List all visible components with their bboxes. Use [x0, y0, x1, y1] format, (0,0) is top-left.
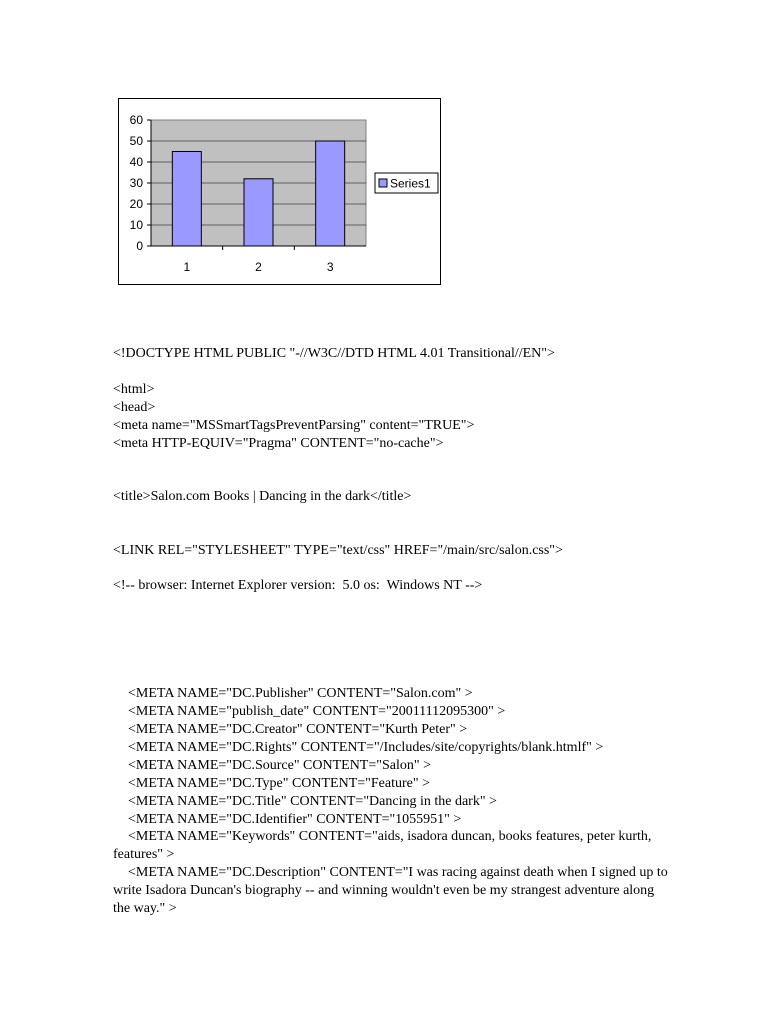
meta-description-line: <META NAME="DC.Description" CONTENT="I was racing against death when I signed up to write Isadora Duncan's biography -- and winning wouldn't even be my strangest adventure along the way." > — [113, 865, 672, 916]
meta-identifier-line: <META NAME="DC.Identifier" CONTENT="1055951" > — [128, 812, 462, 827]
meta-source-line: <META NAME="DC.Source" CONTENT="Salon" > — [128, 758, 431, 773]
meta-publisher-line: <META NAME="DC.Publisher" CONTENT="Salon.com" > — [128, 686, 473, 701]
stylesheet-link-line: <LINK REL="STYLESHEET" TYPE="text/css" HREF="/main/src/salon.css"> — [113, 543, 563, 558]
title-tag-line: <title>Salon.com Books | Dancing in the dark</title> — [113, 489, 412, 504]
meta-creator-line: <META NAME="DC.Creator" CONTENT="Kurth Peter" > — [128, 722, 468, 737]
doctype-line: <!DOCTYPE HTML PUBLIC "-//W3C//DTD HTML 4.01 Transitional//EN"> — [113, 346, 555, 361]
bar-3 — [316, 141, 345, 246]
x-tick-label: 3 — [326, 260, 334, 274]
y-tick-label: 10 — [129, 218, 143, 232]
y-tick-label: 60 — [129, 113, 143, 127]
meta-title-line: <META NAME="DC.Title" CONTENT="Dancing in the dark" > — [128, 794, 497, 809]
meta-rights-line: <META NAME="DC.Rights" CONTENT="/Includes/site/copyrights/blank.htmlf" > — [128, 740, 604, 755]
legend-swatch — [379, 179, 387, 187]
x-tick-label: 2 — [255, 260, 262, 274]
browser-comment-line: <!-- browser: Internet Explorer version: 5.0 os: Windows NT --> — [113, 578, 483, 593]
html-open-line: <html> — [113, 382, 155, 397]
y-tick-label: 40 — [129, 155, 143, 169]
legend-label: Series1 — [390, 176, 431, 191]
bar-chart-svg — [119, 99, 440, 284]
meta-smarttags-line: <meta name="MSSmartTagsPreventParsing" content="TRUE"> — [113, 418, 475, 433]
y-tick-label: 0 — [136, 239, 143, 253]
y-tick-label: 20 — [129, 197, 143, 211]
bar-1 — [172, 152, 201, 247]
meta-pragma-line: <meta HTTP-EQUIV="Pragma" CONTENT="no-cache"> — [113, 436, 444, 451]
bar-chart — [118, 98, 441, 285]
meta-keywords-line: <META NAME="Keywords" CONTENT="aids, isadora duncan, books features, peter kurth, features" > — [113, 829, 655, 862]
bar-2 — [244, 179, 273, 246]
x-tick-label: 1 — [183, 260, 191, 274]
meta-type-line: <META NAME="DC.Type" CONTENT="Feature" > — [128, 776, 430, 791]
y-tick-label: 30 — [129, 176, 143, 190]
head-open-line: <head> — [113, 400, 156, 415]
y-tick-label: 50 — [129, 134, 143, 148]
meta-publish-date-line: <META NAME="publish_date" CONTENT="20011112095300" > — [128, 704, 506, 719]
